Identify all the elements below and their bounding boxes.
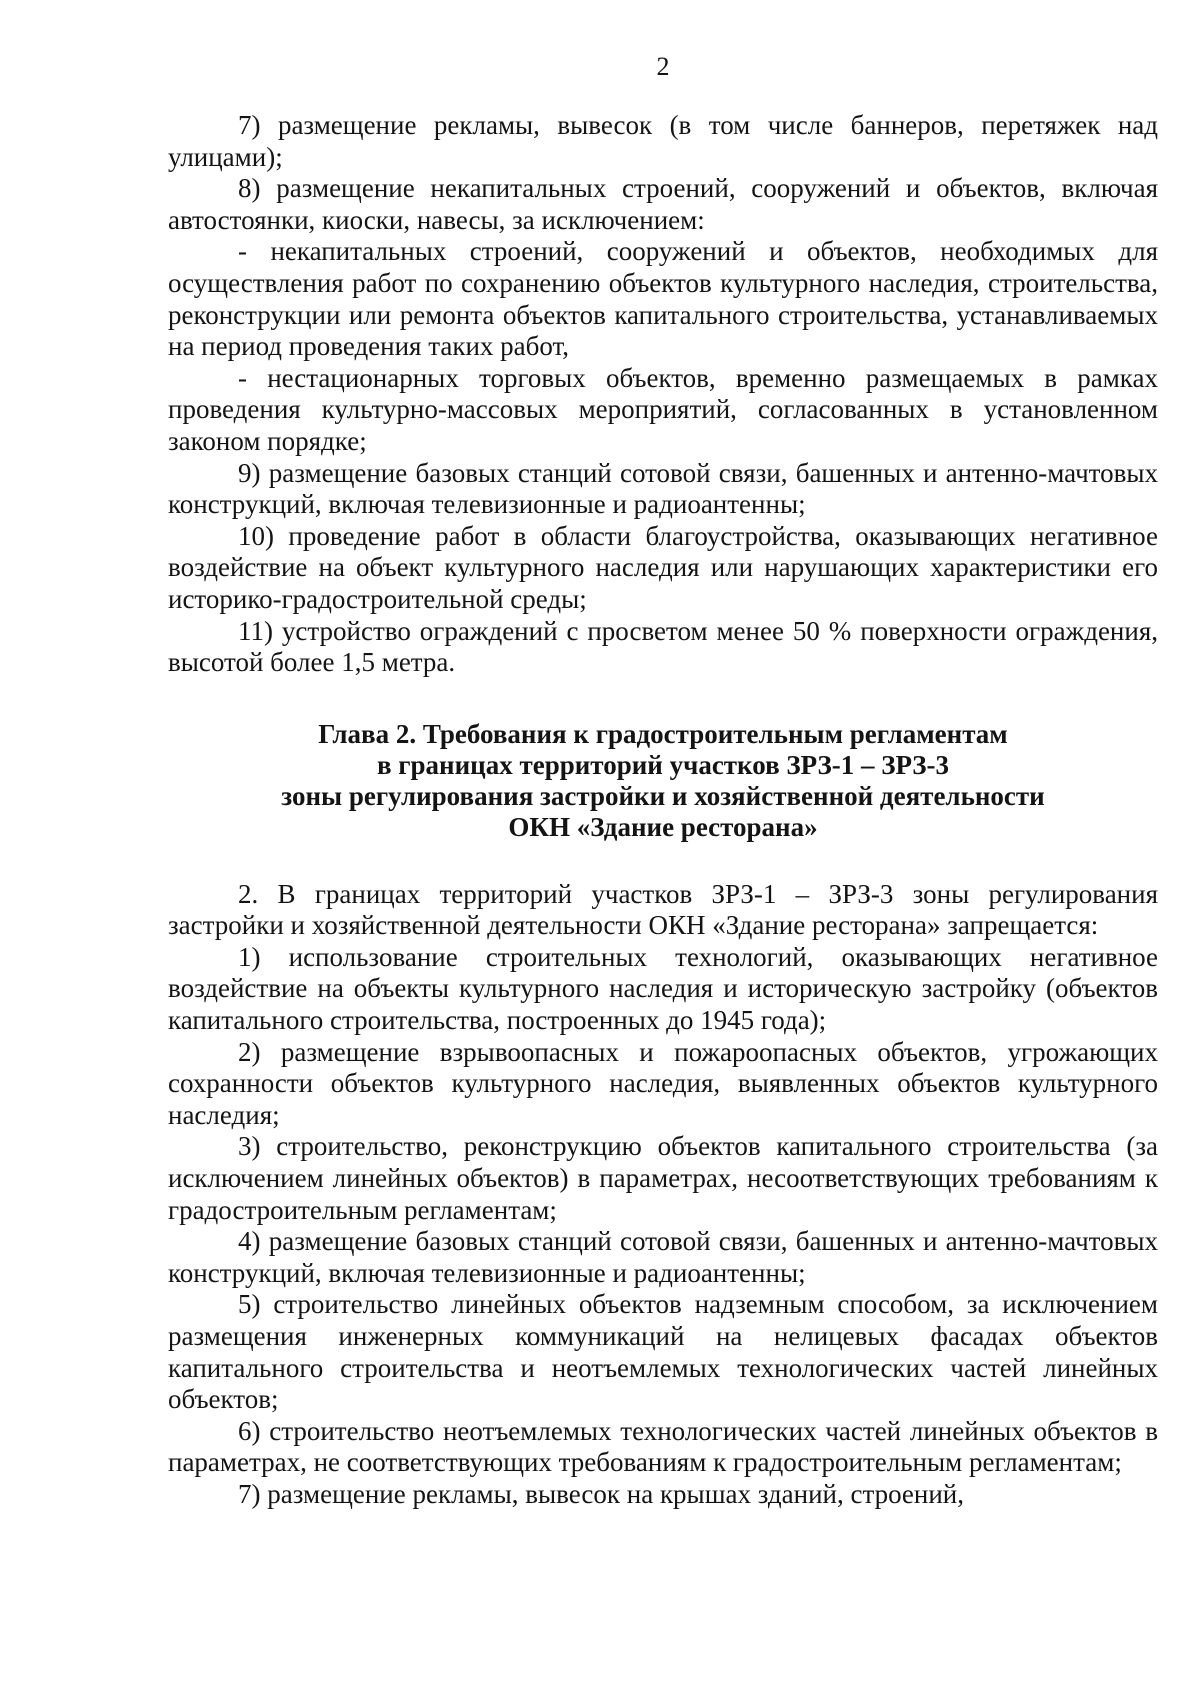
list-item: - нестационарных торговых объектов, временно размещаемых в рамках проведения культурно-массовых мероприятий, согласованных в установленном законом порядке; xyxy=(168,362,1158,456)
section-1-list xyxy=(168,110,1158,679)
list-item: 10) проведение работ в области благоустройства, оказывающих негативное воздействие на объект культурного наследия или нарушающих характеристики его историко-градостроительной среды; xyxy=(168,520,1158,614)
chapter-heading-line: ОКН «Здание ресторана» xyxy=(508,811,818,842)
list-item: 7) размещение рекламы, вывесок на крышах зданий, строений, xyxy=(238,1478,964,1509)
section-intro: 2. В границах территорий участков ЗРЗ-1 – ЗРЗ-3 зоны регулирования застройки и хозяйственной деятельности ОКН «Здание ресторана» запрещается: xyxy=(168,878,1158,941)
section-2-list xyxy=(168,879,1158,1511)
list-item: 6) строительство неотъемлемых технологических частей линейных объектов в параметрах, не соответствующих требованиям к градостроительным регламентам; xyxy=(168,1415,1158,1478)
list-item: 3) строительство, реконструкцию объектов капитального строительства (за исключением линейных объектов) в параметрах, несоответствующих требованиям к градостроительным регламентам; xyxy=(168,1131,1158,1225)
chapter-heading xyxy=(168,719,1158,843)
list-item: - некапитальных строений, сооружений и объектов, необходимых для осуществления работ по сохранению объектов культурного наследия, строительства, реконструкции или ремонта объектов капитального строительства, устанавливаемых на период проведения таких работ, xyxy=(168,236,1158,362)
chapter-heading-line: Глава 2. Требования к градостроительным регламентам xyxy=(318,718,1008,749)
list-item: 4) размещение базовых станций сотовой связи, башенных и антенно-мачтовых конструкций, включая телевизионные и радиоантенны; xyxy=(168,1226,1158,1288)
list-item: 7) размещение рекламы, вывесок (в том числе баннеров, перетяжек над улицами); xyxy=(168,110,1158,172)
list-item: 11) устройство ограждений с просветом менее 50 % поверхности ограждения, высотой более 1,5 метра. xyxy=(168,615,1158,678)
list-item: 5) строительство линейных объектов надземным способом, за исключением размещения инженерных коммуникаций на нелицевых фасадах объектов капитального строительства и неотъемлемых технологических частей линейных объектов; xyxy=(168,1289,1158,1415)
list-item: 8) размещение некапитальных строений, сооружений и объектов, включая автостоянки, киоски, навесы, за исключением: xyxy=(168,173,1158,235)
list-item: 1) использование строительных технологий, оказывающих негативное воздействие на объекты культурного наследия и историческую застройку (объектов капитального строительства, построенных до 1945 года); xyxy=(168,941,1158,1036)
page-number: 2 xyxy=(656,52,670,81)
chapter-heading-line: зоны регулирования застройки и хозяйственной деятельности xyxy=(281,780,1045,811)
document-page xyxy=(168,52,1158,1511)
chapter-heading-line: в границах территорий участков ЗРЗ-1 – ЗРЗ-3 xyxy=(376,749,950,780)
list-item: 9) размещение базовых станций сотовой связи, башенных и антенно-мачтовых конструкций, включая телевизионные и радиоантенны; xyxy=(168,457,1158,520)
list-item: 2) размещение взрывоопасных и пожароопасных объектов, угрожающих сохранности объектов культурного наследия, выявленных объектов культурного наследия; xyxy=(168,1036,1158,1130)
